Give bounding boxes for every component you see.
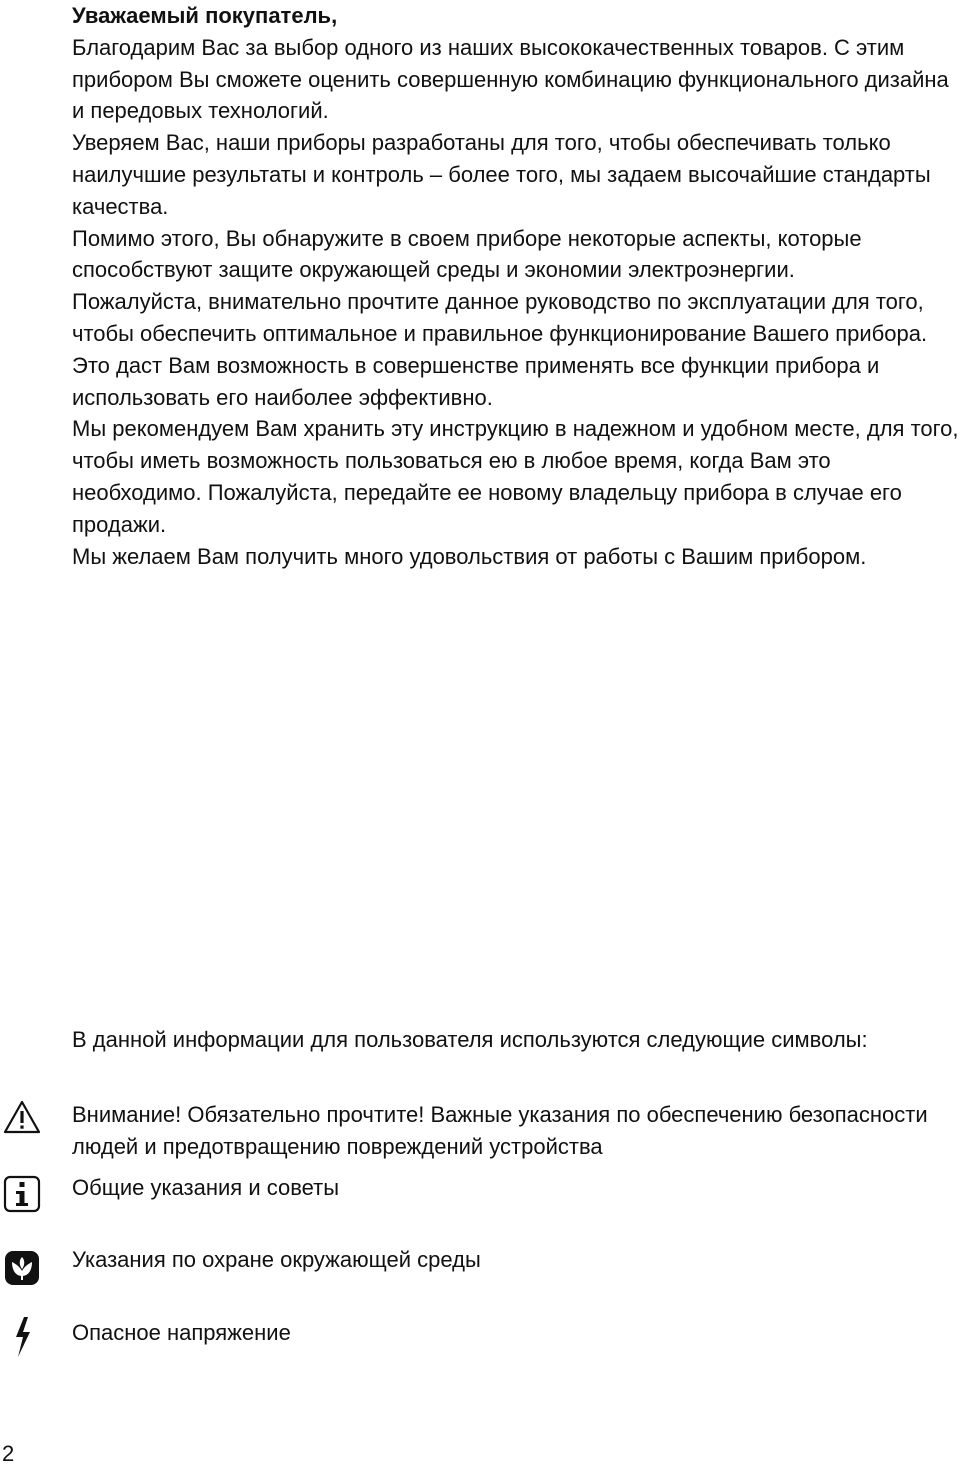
intro-paragraph-2: Уверяем Вас, наши приборы разработаны для того, чтобы обеспечивать только наилучшие результаты и контроль – более того, мы задаем высочайшие стандарты качества. — [72, 130, 931, 219]
symbol-text-warning: Внимание! Обязательно прочтите! Важные указания по обеспечению безопасности людей и предотвращению повреждений устройства — [72, 1102, 928, 1159]
lightning-bolt-icon — [2, 1315, 42, 1359]
intro-section — [72, 0, 960, 572]
page-number: 2 — [2, 1441, 15, 1466]
symbols-intro: В данной информации для пользователя используются следующие символы: — [72, 1027, 868, 1052]
intro-paragraph-6: Мы желаем Вам получить много удовольствия от работы с Вашим прибором. — [72, 543, 867, 569]
intro-paragraph-1: Благодарим Вас за выбор одного из наших высококачественных товаров. С этим прибором Вы сможете оценить совершенную комбинацию функционального дизайна и передовых технологий. — [72, 34, 949, 124]
environment-leaf-icon — [2, 1248, 42, 1292]
symbol-text-voltage: Опасное напряжение — [72, 1320, 291, 1345]
intro-paragraph-3: Помимо этого, Вы обнаружите в своем приборе некоторые аспекты, которые способствуют защите окружающей среды и экономии электроэнергии. — [72, 225, 862, 283]
info-icon — [2, 1174, 42, 1218]
symbol-text-environment: Указания по охране окружающей среды — [72, 1247, 481, 1272]
intro-paragraph-5: Мы рекомендуем Вам хранить эту инструкцию в надежном и удобном месте, для того, чтобы иметь возможность пользоваться ею в любое время, когда Вам это необходимо. Пожалуйста, передайте ее новому владельцу прибора в случае его продажи. — [72, 416, 959, 537]
greeting: Уважаемый покупатель, — [72, 3, 338, 28]
warning-triangle-icon — [2, 1097, 42, 1141]
symbol-text-info: Общие указания и советы — [72, 1175, 340, 1200]
intro-paragraph-4: Пожалуйста, внимательно прочтите данное руководство по эксплуатации для того, чтобы обеспечить оптимальное и правильное функционирование Вашего прибора. Это даст Вам возможность в совершенстве применять все функции прибора и использовать его наиболее эффективно. — [72, 289, 928, 410]
